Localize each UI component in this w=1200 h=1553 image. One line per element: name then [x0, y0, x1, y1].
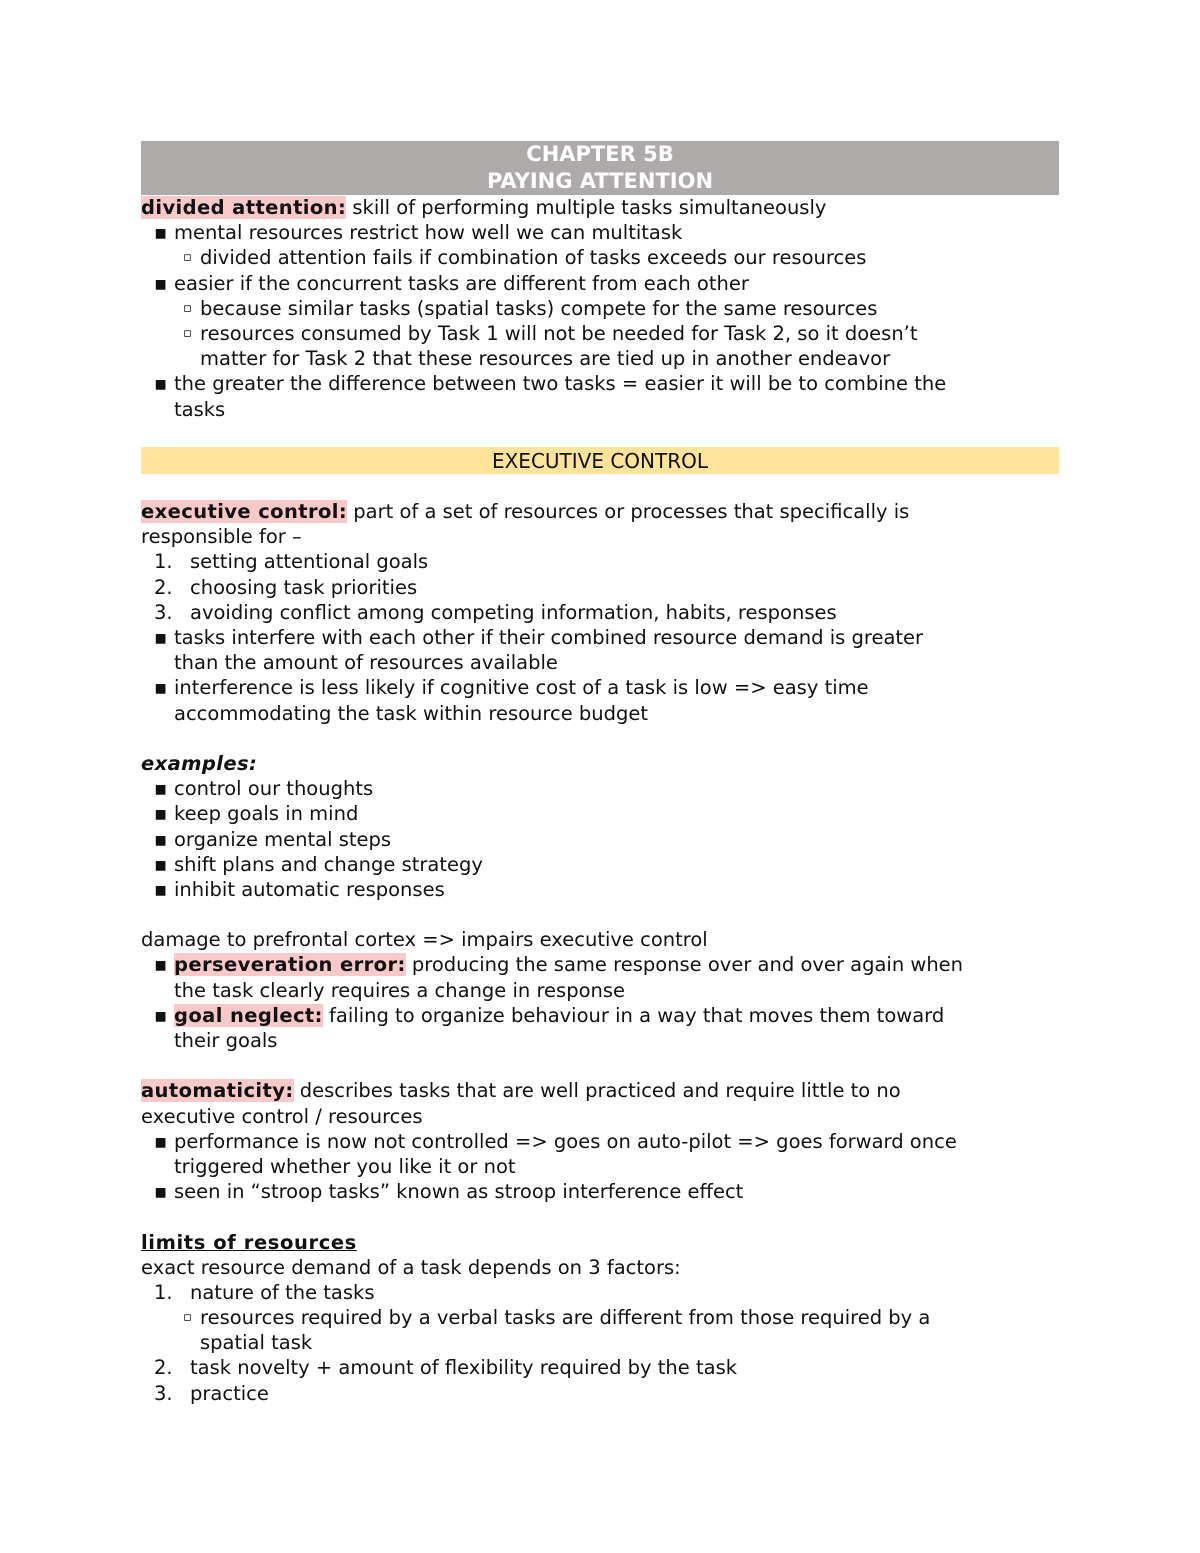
- executive-control-definition: [141, 499, 1059, 524]
- term-highlight: automaticity:: [141, 1079, 294, 1103]
- list-item: ▪ mental resources restrict how well we can multitask: [154, 221, 683, 245]
- definition-text: part of a set of resources or processes that specifically is: [347, 500, 910, 524]
- item-number: 1.: [154, 1280, 173, 1304]
- list-item-continuation: tasks: [174, 397, 226, 421]
- list-item: ▪ organize mental steps: [154, 827, 392, 851]
- item-number: 1.: [154, 550, 173, 574]
- item-number: 2.: [154, 1356, 173, 1380]
- term-highlight: executive control:: [141, 500, 348, 524]
- bullet-icon: ▪: [154, 852, 168, 876]
- bullet-icon: ▪: [154, 1003, 168, 1027]
- limits-intro: exact resource demand of a task depends on 3 factors:: [141, 1255, 681, 1279]
- bullet-icon: ▪: [154, 877, 168, 901]
- numbered-item: 2. choosing task priorities: [154, 575, 418, 599]
- numbered-item: 1. setting attentional goals: [154, 550, 429, 574]
- sub-bullet-icon: ▫: [183, 1310, 192, 1326]
- item-number: 3.: [154, 600, 173, 624]
- bullet-icon: ▪: [154, 777, 168, 801]
- list-item-continuation: the task clearly requires a change in response: [174, 978, 626, 1002]
- term-highlight: divided attention:: [141, 196, 347, 219]
- list-item: ▪ interference is less likely if cognitive cost of a task is low => easy time: [154, 676, 869, 700]
- list-item: ▪ perseveration error: producing the same response over and over again when: [154, 953, 964, 977]
- list-item: ▪ tasks interfere with each other if their combined resource demand is greater: [154, 626, 924, 649]
- term-highlight: goal neglect:: [174, 1003, 323, 1027]
- bullet-icon: ▪: [154, 626, 168, 649]
- list-item: ▪ goal neglect: failing to organize behaviour in a way that moves them toward: [154, 1003, 945, 1027]
- divided-attention-definition: [141, 195, 1059, 220]
- numbered-item: 3. practice: [154, 1381, 269, 1405]
- examples-heading: examples:: [141, 751, 258, 775]
- list-item: ▪ seen in “stroop tasks” known as stroop interference effect: [154, 1180, 744, 1204]
- item-number: 2.: [154, 575, 173, 599]
- sub-list-item: ▫ resources required by a verbal tasks are different from those required by a: [183, 1306, 931, 1330]
- bullet-icon: ▪: [154, 1129, 168, 1153]
- bullet-icon: ▪: [154, 271, 168, 295]
- sub-list-item-continuation: matter for Task 2 that these resources are tied up in another endeavor: [200, 347, 891, 371]
- chapter-header: [141, 141, 1059, 195]
- numbered-item: 2. task novelty + amount of flexibility required by the task: [154, 1356, 738, 1380]
- definition-text: skill of performing multiple tasks simultaneously: [346, 196, 827, 219]
- list-item-continuation: their goals: [174, 1029, 278, 1052]
- sub-bullet-icon: ▫: [183, 325, 192, 341]
- sub-bullet-icon: ▫: [183, 300, 192, 316]
- term-highlight: perseveration error:: [174, 953, 406, 977]
- item-number: 3.: [154, 1381, 173, 1405]
- list-item-continuation: than the amount of resources available: [174, 651, 558, 675]
- sub-list-item: ▫ divided attention fails if combination of tasks exceeds our resources: [183, 246, 867, 270]
- list-item: ▪ performance is now not controlled => goes on auto-pilot => goes forward once: [154, 1129, 957, 1153]
- bullet-icon: ▪: [154, 372, 168, 396]
- executive-control-banner: EXECUTIVE CONTROL: [141, 447, 1059, 474]
- bullet-icon: ▪: [154, 802, 168, 826]
- definition-continuation: responsible for –: [141, 525, 302, 549]
- numbered-item: 3. avoiding conflict among competing information, habits, responses: [154, 600, 837, 624]
- list-item: ▪ the greater the difference between two tasks = easier it will be to combine the: [154, 372, 947, 396]
- list-item: ▪ shift plans and change strategy: [154, 852, 483, 876]
- list-item-continuation: triggered whether you like it or not: [174, 1154, 516, 1178]
- definition-continuation: executive control / resources: [141, 1104, 423, 1128]
- damage-intro: damage to prefrontal cortex => impairs executive control: [141, 928, 708, 952]
- sub-list-item-continuation: spatial task: [200, 1331, 313, 1355]
- bullet-icon: ▪: [154, 676, 168, 700]
- sub-bullet-icon: ▫: [183, 250, 192, 266]
- bullet-icon: ▪: [154, 827, 168, 851]
- sub-list-item: ▫ resources consumed by Task 1 will not be needed for Task 2, so it doesn’t: [183, 321, 918, 345]
- list-item: ▪ easier if the concurrent tasks are different from each other: [154, 271, 749, 295]
- chapter-title: PAYING ATTENTION: [486, 169, 714, 193]
- automaticity-definition: automaticity: describes tasks that are well practiced and require little to no: [141, 1079, 901, 1103]
- bullet-icon: ▪: [154, 221, 168, 245]
- list-item: ▪ keep goals in mind: [154, 802, 359, 826]
- numbered-item: 1. nature of the tasks: [154, 1280, 375, 1304]
- list-item-continuation: accommodating the task within resource budget: [174, 701, 649, 725]
- limits-heading: limits of resources: [141, 1230, 357, 1254]
- list-item: ▪ inhibit automatic responses: [154, 877, 445, 901]
- chapter-number: CHAPTER 5B: [526, 142, 674, 166]
- document-content: [141, 141, 1059, 1406]
- bullet-icon: ▪: [154, 953, 168, 977]
- bullet-icon: ▪: [154, 1180, 168, 1204]
- list-item: ▪ control our thoughts: [154, 777, 374, 801]
- sub-list-item: ▫ because similar tasks (spatial tasks) compete for the same resources: [183, 296, 878, 320]
